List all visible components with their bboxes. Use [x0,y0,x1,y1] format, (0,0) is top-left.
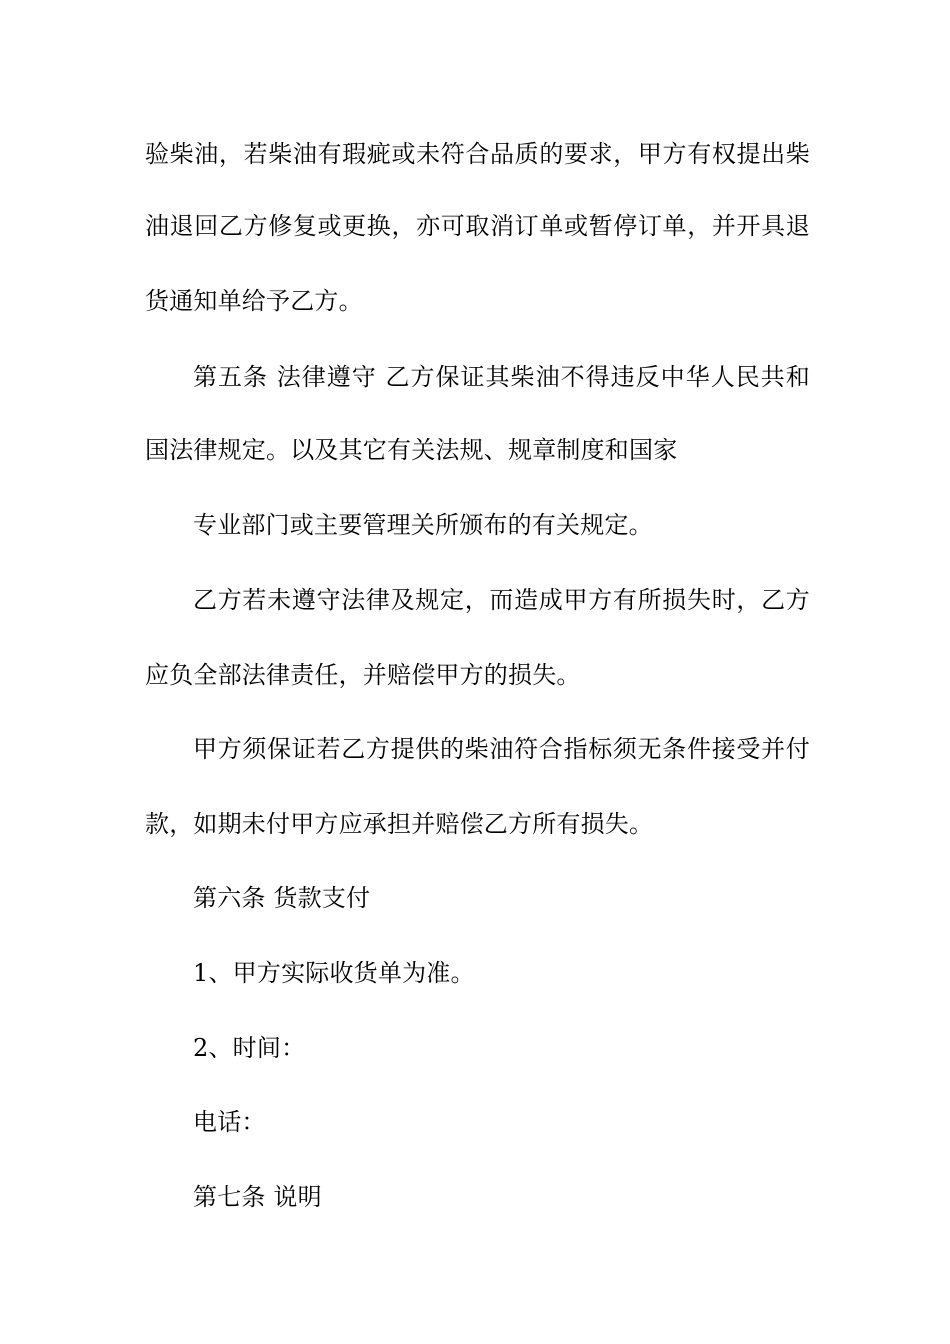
text-line-3: 货通知单给予乙方。 [145,287,363,315]
phone-label: 电话： [193,1108,266,1136]
text-line-2: 油退回乙方修复或更换，亦可取消订单或暂停订单，并开具退 [145,212,810,240]
text-line-7: 乙方若未遵守法律及规定，而造成甲方有所损失时，乙方 [193,586,810,614]
payment-item-2: 2、时间： [193,1034,306,1062]
text-line-6: 专业部门或主要管理关所颁布的有关规定。 [193,511,653,539]
text-line-9: 甲方须保证若乙方提供的柴油符合指标须无条件接受并付 [193,735,810,763]
text-line-1: 验柴油，若柴油有瑕疵或未符合品质的要求，甲方有权提出柴 [145,140,810,168]
article-5-heading-line: 第五条 法律遵守 乙方保证其柴油不得违反中华人民共和 [193,363,810,391]
text-line-10: 款，如期未付甲方应承担并赔偿乙方所有损失。 [145,810,654,838]
article-6-heading: 第六条 货款支付 [193,884,371,912]
payment-item-1: 1、甲方实际收货单为准。 [193,959,475,987]
text-line-5: 国法律规定。以及其它有关法规、规章制度和国家 [145,436,678,464]
article-7-heading: 第七条 说明 [193,1183,322,1211]
text-line-8: 应负全部法律责任，并赔偿甲方的损失。 [145,661,581,689]
